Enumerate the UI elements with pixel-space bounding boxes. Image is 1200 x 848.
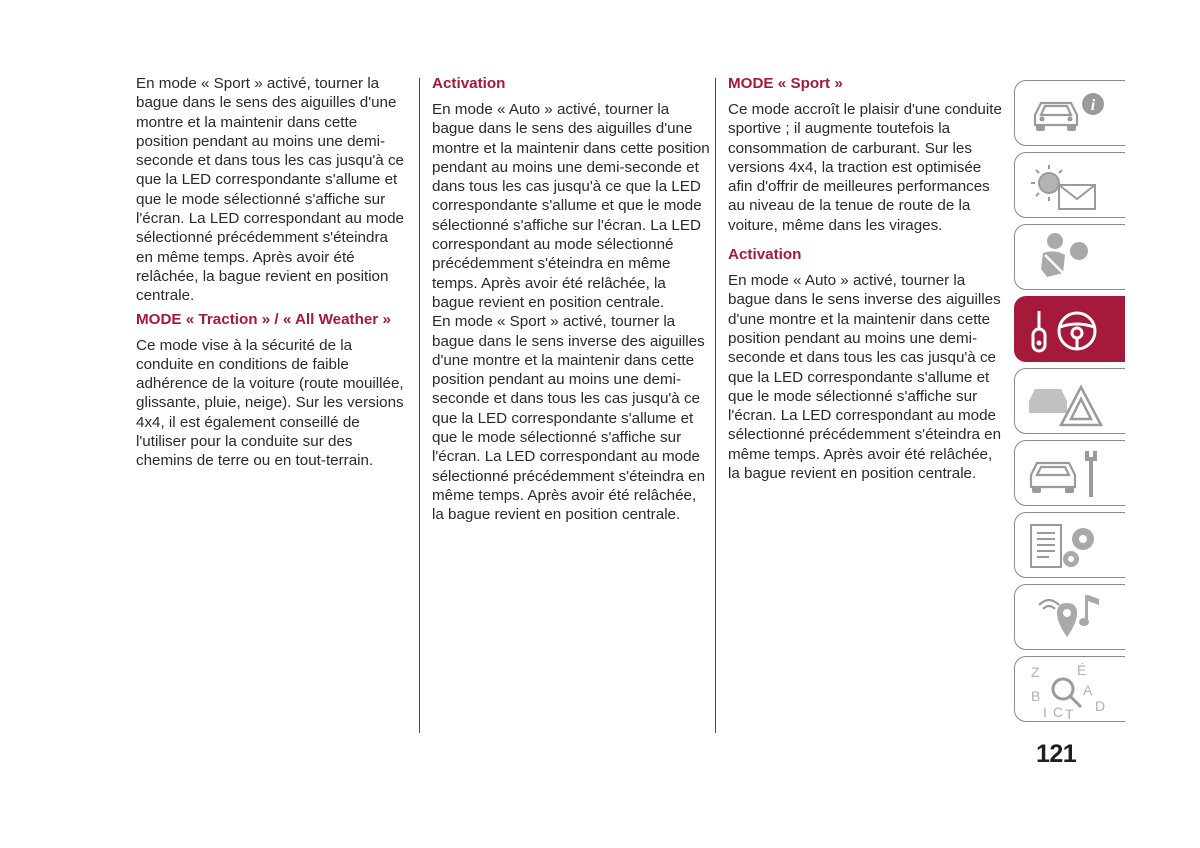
text-column-2: [432, 74, 710, 525]
car-info-icon: [1023, 85, 1111, 143]
car-maintenance-wrench-icon: [1023, 445, 1111, 503]
section-heading: MODE « Sport »: [728, 75, 843, 92]
paragraph: Ce mode vise à la sécurité de la conduite en conditions de faible adhérence de la voiture (route mouillée, glissante, pluie, neige). Sur les versions 4x4, il est également conseillé de l'utiliser pour la conduite sur des chemins de terre ou en tout-terrain.: [136, 336, 404, 470]
text-column-3: [728, 74, 1006, 483]
index-letter: B: [1031, 688, 1041, 704]
paragraph: En mode « Sport » activé, tourner la bague dans le sens inverse des aiguilles d'une montre et la maintenir dans cette position pendant au moins une demi-seconde et dans tous les cas jusqu'à ce que la LED correspondante s'allume et que le mode sélectionné s'affiche sur l'écran. La LED correspondant au mode sélectionné précédemment s'éteindra en même temps. Après avoir été relâchée, la bague revient en position centrale.: [432, 313, 706, 524]
warning-lights-message-icon: [1023, 157, 1111, 215]
index-letter: D: [1095, 698, 1106, 714]
tab-starting-driving[interactable]: [1014, 296, 1125, 362]
tab-safety[interactable]: [1014, 224, 1125, 290]
tab-dashboard-lights[interactable]: [1014, 152, 1125, 218]
index-letter: Z: [1031, 664, 1040, 680]
text-column-1: [136, 74, 404, 471]
car-hazard-triangle-icon: [1023, 373, 1111, 431]
paragraph: En mode « Auto » activé, tourner la bague dans le sens des aiguilles d'une montre et la maintenir dans cette position pendant au moins une demi-seconde et dans tous les cas jusqu'à ce que la LED correspondante s'allume et que le mode sélectionné s'affiche sur l'écran. La LED correspondant au mode sélectionné précédemment s'éteindra en même temps. Après avoir été relâchée, la bague revient en position centrale.: [432, 101, 710, 311]
column-divider: [715, 78, 716, 733]
safety-airbag-icon: [1023, 229, 1111, 287]
index-letter: T: [1065, 706, 1074, 719]
paragraph: Ce mode accroît le plaisir d'une conduite sportive ; il augmente toutefois la consommation de carburant. Sur les versions 4x4, la traction est optimisée afin d'offrir de meilleures performances au niveau de la tenue de route de la voiture, même dans les virages.: [728, 101, 1002, 234]
paragraph: En mode « Auto » activé, tourner la bague dans le sens inverse des aiguilles d'une montre et la maintenir dans cette position pendant au moins une demi-seconde et dans tous les cas jusqu'à ce que la LED correspondante s'allume et que le mode sélectionné s'affiche sur l'écran. La LED correspondant au mode sélectionné précédemment s'éteindra en même temps. Après avoir été relâchée, la bague revient en position centrale.: [728, 272, 1002, 483]
section-heading: Activation: [728, 246, 802, 264]
section-heading: MODE « Traction » / « All Weather »: [136, 310, 391, 328]
key-steering-wheel-icon: [1023, 301, 1111, 359]
column-divider: [419, 78, 420, 733]
paragraph: En mode « Sport » activé, tourner la bague dans le sens des aiguilles d'une montre et la maintenir dans cette position pendant au moins une demi-seconde et dans tous les cas jusqu'à ce que la LED correspondante s'allume et que le mode sélectionné s'affiche sur l'écran. La LED correspondant au mode sélectionné précédemment s'éteindra en même temps. Après avoir été relâchée, la bague revient en position centrale.: [136, 75, 405, 305]
section-heading: Activation: [432, 75, 506, 92]
alphabetical-index-icon: [1023, 661, 1111, 719]
multimedia-navigation-icon: [1023, 589, 1111, 647]
index-letter: É: [1077, 662, 1087, 678]
index-letter: C: [1053, 704, 1064, 719]
tab-maintenance[interactable]: [1014, 440, 1125, 506]
tab-specifications[interactable]: [1014, 512, 1125, 578]
specifications-gears-icon: [1023, 517, 1111, 575]
tab-multimedia[interactable]: [1014, 584, 1125, 650]
svg-text:i: i: [1090, 97, 1096, 114]
index-letter: I: [1043, 704, 1047, 719]
index-letter: A: [1083, 682, 1093, 698]
tab-emergency[interactable]: [1014, 368, 1125, 434]
tab-index[interactable]: [1014, 656, 1125, 722]
tab-car-info[interactable]: [1014, 80, 1125, 146]
page-number: 121: [1036, 740, 1077, 768]
